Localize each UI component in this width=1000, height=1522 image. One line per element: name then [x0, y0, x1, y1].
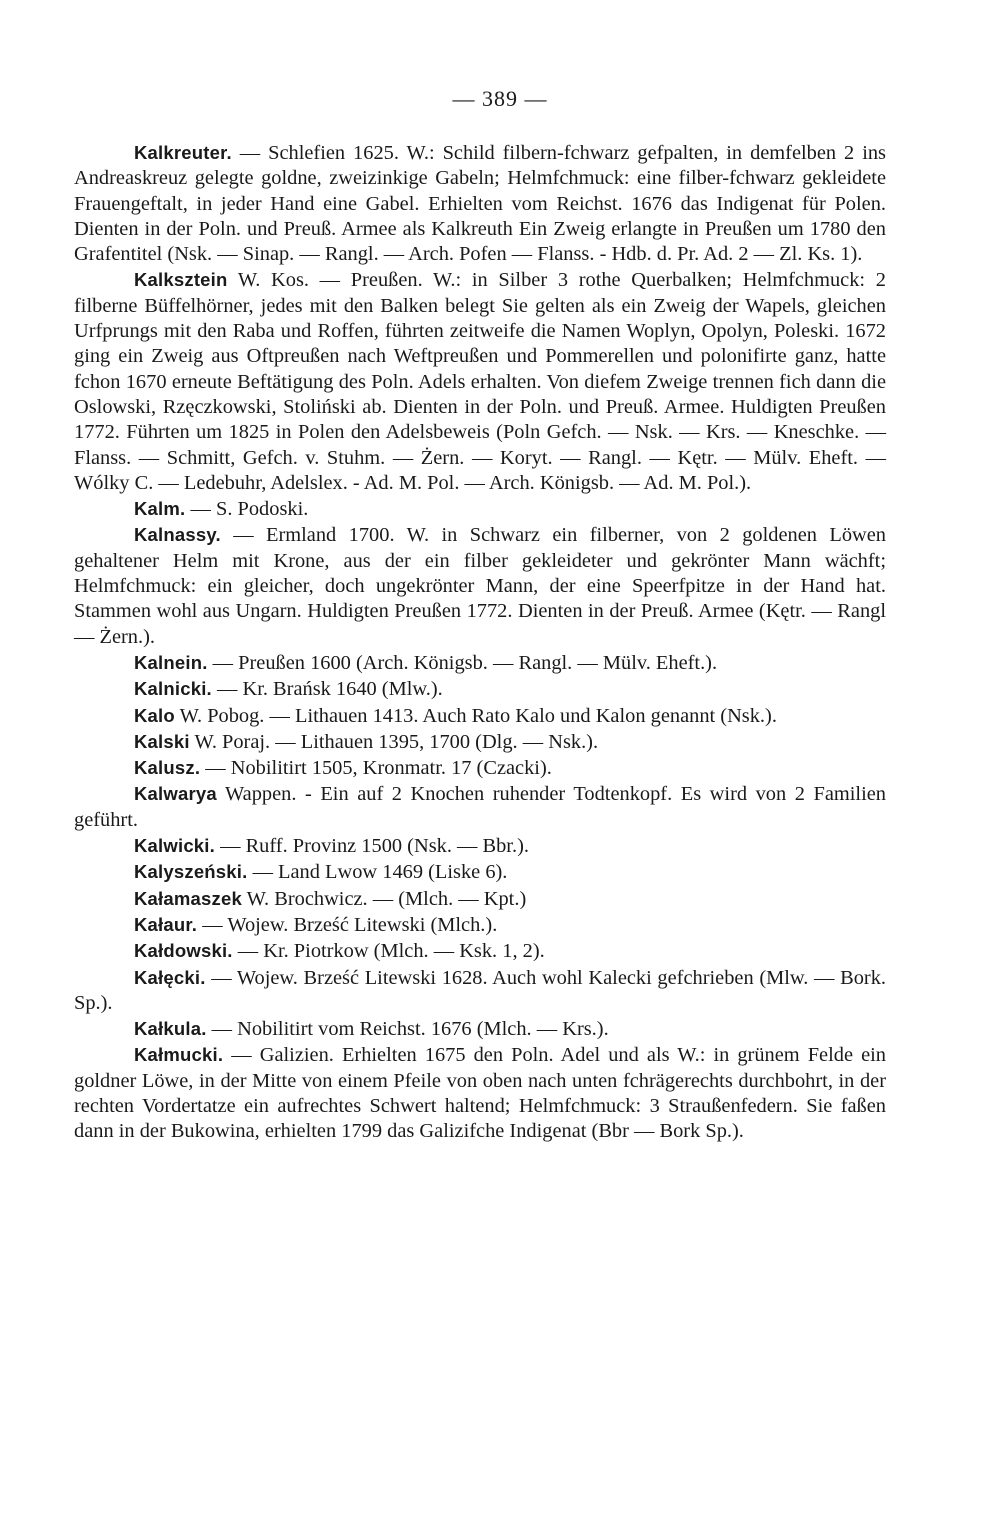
entry	[74, 781, 886, 833]
entry-text: W. Pobog. — Lithauen 1413. Auch Rato Kalo und Kalon genannt (Nsk.).	[174, 704, 777, 727]
entry-headword: Kałamaszek	[134, 887, 242, 909]
entry	[74, 965, 886, 1017]
entry-headword: Kalski	[134, 730, 190, 752]
entry-text: — Nobilitirt 1505, Kronmatr. 17 (Czacki).	[200, 757, 552, 780]
entry-text: W. Brochwicz. — (Mlch. — Kpt.)	[241, 887, 527, 910]
entry	[74, 1042, 886, 1144]
entry	[74, 703, 886, 729]
entry-text: — Galizien. Erhielten 1675 den Poln. Adel und als W.: in grünem Felde ein goldner Löwe, in der Mitte von einem Pfeile von oben nach unten fchrägerechts durchbohrt, in der rechten Vordertatze ein aufrechtes Schwert haltend; Helmfchmuck: 3 Straußenfedern. Sie faßen dann in der Bukowina, erhielten 1799 das Galizifche Indigenat (Bbr — Bork Sp.).	[74, 1044, 886, 1143]
entry-text: — Kr. Brańsk 1640 (Mlw.).	[211, 678, 443, 701]
entry-text: — Wojew. Brześć Litewski (Mlch.).	[197, 913, 498, 936]
entry-headword: Kalksztein	[134, 269, 228, 291]
entry-headword: Kalnein.	[134, 651, 208, 673]
entry-text: W. Poraj. — Lithauen 1395, 1700 (Dlg. — Nsk.).	[189, 730, 599, 753]
entry	[74, 859, 886, 885]
entry-text: — Land Lwow 1469 (Liske 6).	[247, 861, 508, 884]
entry-list	[74, 140, 886, 1145]
entry-headword: Kalusz.	[134, 757, 201, 779]
entry	[74, 729, 886, 755]
entry-text: — Schlefien 1625. W.: Schild filbern-fchwarz gefpalten, in demfelben 2 ins Andreaskreuz gelegte goldne, zweizinkige Gabeln; Helmfchmuck: eine filber-fchwarz gekleidete Frauengeftalt, in jeder Hand eine Gabel. Erhielten vom Reichst. 1676 das Indigenat für Polen. Dienten in der Poln. und Preuß. Armee als Kalkreuth Ein Zweig erlangte in Preußen um 1780 den Grafentitel (Nsk. — Sinap. — Rangl. — Arch. Pofen — Flanss. - Hdb. d. Pr. Ad. 2 — Zl. Ks. 1).	[74, 142, 886, 266]
entry	[74, 938, 886, 964]
entry-text: — Wojew. Brześć Litewski 1628. Auch wohl Kalecki gefchrieben (Mlw. — Bork. Sp.).	[74, 966, 886, 1014]
entry-headword: Kalwarya	[134, 783, 217, 805]
entry-text: Wappen. - Ein auf 2 Knochen ruhender Todtenkopf. Es wird von 2 Familien geführt.	[74, 783, 886, 831]
entry-headword: Kałmucki.	[134, 1044, 224, 1066]
entry	[74, 140, 886, 267]
entry	[74, 912, 886, 938]
entry-headword: Kałaur.	[134, 913, 198, 935]
entry	[74, 267, 886, 496]
entry	[74, 496, 886, 522]
entry-text: — Kr. Piotrkow (Mlch. — Ksk. 1, 2).	[232, 940, 545, 963]
entry	[74, 650, 886, 676]
entry	[74, 755, 886, 781]
entry-headword: Kalm.	[134, 498, 186, 520]
entry	[74, 886, 886, 912]
entry-headword: Kałdowski.	[134, 940, 233, 962]
entry-headword: Kałkula.	[134, 1018, 207, 1040]
entry-text: — Nobilitirt vom Reichst. 1676 (Mlch. — Krs.).	[206, 1018, 609, 1041]
entry-headword: Kalkreuter.	[134, 142, 232, 163]
entry	[74, 833, 886, 859]
entry-headword: Kalnicki.	[134, 678, 212, 700]
entry	[74, 676, 886, 702]
entry	[74, 522, 886, 649]
page-number: — 389 —	[452, 86, 548, 111]
entry-text: — Preußen 1600 (Arch. Königsb. — Rangl. — Mülv. Eheft.).	[207, 651, 718, 674]
entry-headword: Kałęcki.	[134, 966, 206, 988]
entry-headword: Kalnassy.	[134, 524, 221, 546]
entry-text: — Ermland 1700. W. in Schwarz ein filberner, von 2 goldenen Löwen gehaltener Helm mit Krone, aus der ein filber gekleideter und gekrönter Mann wächft; Helmfchmuck: ein gleicher, doch ungekrönter Mann, der eine Speerfpitze in der Hand hat. Stammen wohl aus Ungarn. Huldigten Preußen 1772. Dienten in der Preuß. Armee (Kętr. — Rangl — Żern.).	[74, 524, 886, 648]
entry-headword: Kalwicki.	[134, 835, 215, 857]
entry-text: — Ruff. Provinz 1500 (Nsk. — Bbr.).	[214, 835, 529, 858]
entry-text: W. Kos. — Preußen. W.: in Silber 3 rothe Querbalken; Helmfchmuck: 2 filberne Büffelhörner, jedes mit den Balken belegt Sie gelten als ein Zweig der Wapels, gleichen Urfprungs mit den Raba und Roffen, führten zeitweife die Namen Woplyn, Opolyn, Poleski. 1672 ging ein Zweig aus Oftpreußen nach Weftpreußen und Pommerellen und polonifirte ganz, hatte fchon 1670 erneute Beftätigung des Poln. Adels erhalten. Von diefem Zweige trennen fich dann die Oslowski, Rzęczkowski, Stoliński ab. Dienten in der Poln. und Preuß. Armee. Huldigten Preußen 1772. Führten um 1825 in Polen den Adelsbeweis (Poln Gefch. — Nsk. — Krs. — Kneschke. — Flanss. — Schmitt, Gefch. v. Stuhm. — Żern. — Koryt. — Rangl. — Kętr. — Mülv. Eheft. — Wólky C. — Ledebuhr, Adelslex. - Ad. M. Pol. — Arch. Königsb. — Ad. M. Pol.).	[74, 269, 886, 494]
entry-headword: Kalo	[134, 704, 175, 726]
entry	[74, 1016, 886, 1042]
entry-text: — S. Podoski.	[185, 498, 309, 521]
entry-headword: Kalyszeński.	[134, 861, 248, 883]
